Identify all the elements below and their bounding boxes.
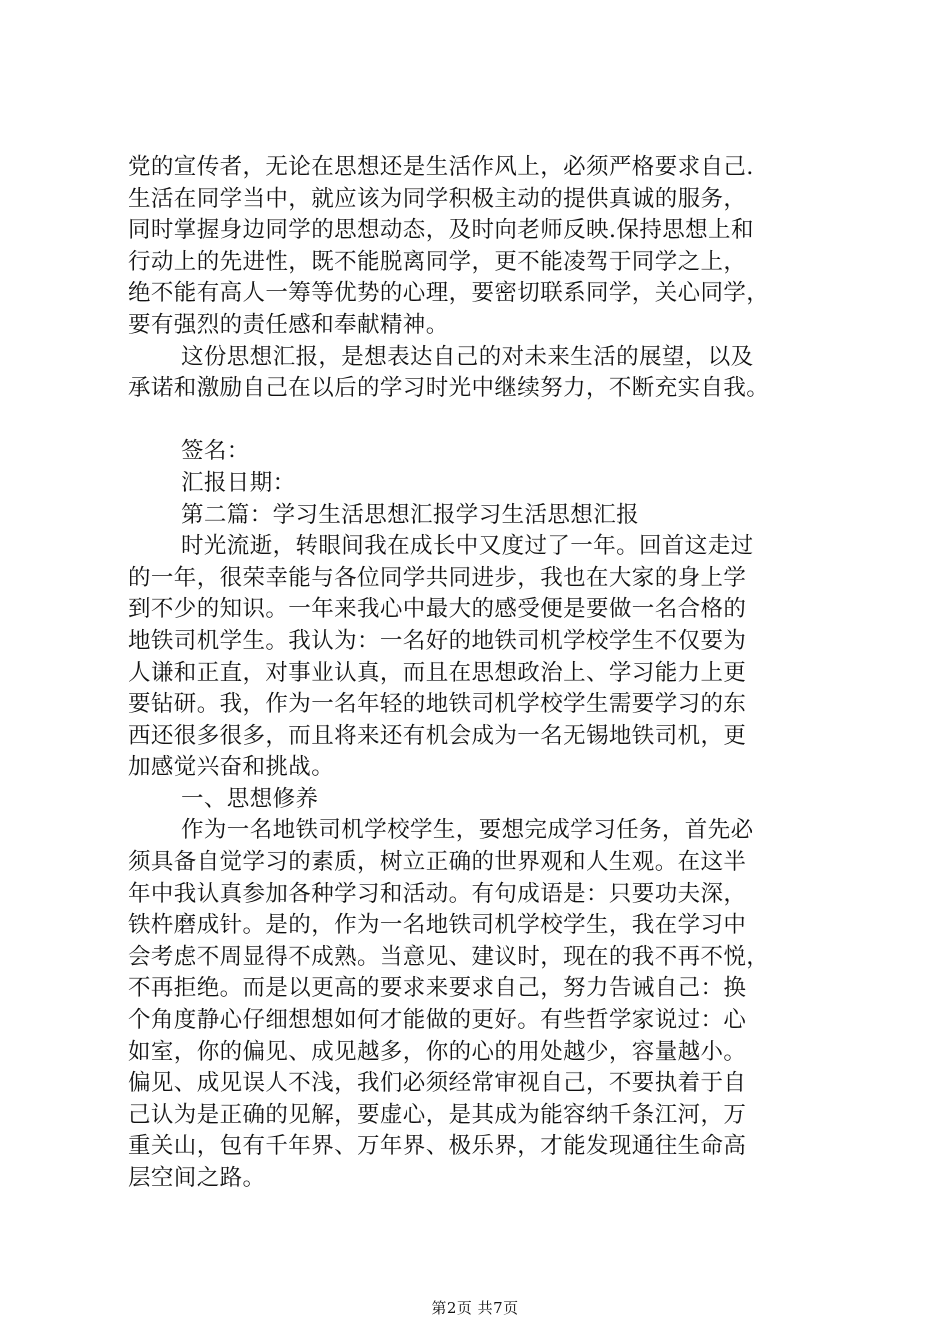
report-date-label: 汇报日期： [181, 469, 296, 496]
text-line: 须具备自觉学习的素质，树立正确的世界观和人生观。在这半 [128, 849, 747, 876]
signature-label: 签名： [181, 438, 250, 465]
text-line: 地铁司机学生。我认为：一名好的地铁司机学校学生不仅要为 [128, 627, 747, 654]
text-line: 要有强烈的责任感和奉献精神。 [128, 311, 449, 338]
text-line: 人谦和正直，对事业认真，而且在思想政治上、学习能力上更 [128, 659, 747, 686]
text-line: 个角度静心仔细想想如何才能做的更好。有些哲学家说过：心 [128, 1007, 747, 1034]
text-line: 不再拒绝。而是以更高的要求来要求自己，努力告诫自己：换 [128, 975, 747, 1002]
text-line: 的一年，很荣幸能与各位同学共同进步，我也在大家的身上学 [128, 564, 747, 591]
text-line: 铁杵磨成针。是的，作为一名地铁司机学校学生，我在学习中 [128, 912, 747, 939]
text-line: 层空间之路。 [128, 1165, 266, 1191]
text-line: 会考虑不周显得不成熟。当意见、建议时，现在的我不再不悦， [128, 943, 770, 970]
section-heading: 第二篇：学习生活思想汇报学习生活思想汇报 [181, 501, 640, 528]
text-line: 加感觉兴奋和挑战。 [128, 754, 335, 781]
page-number-footer: 第2页 共7页 [431, 1299, 519, 1317]
blank-line [128, 405, 828, 437]
text-line: 生活在同学当中，就应该为同学积极主动的提供真诚的服务， [128, 185, 747, 212]
text-line: 如室，你的偏见、成见越多，你的心的用处越少，容量越小。 [128, 1038, 747, 1065]
text-line: 年中我认真参加各种学习和活动。有句成语是：只要功夫深， [128, 880, 747, 907]
text-line: 己认为是正确的见解，要虚心，是其成为能容纳千条江河，万 [128, 1101, 747, 1128]
subsection-heading: 一、思想修养 [181, 785, 319, 812]
text-line: 要钻研。我，作为一名年轻的地铁司机学校学生需要学习的东 [128, 691, 747, 718]
text-line: 重关山，包有千年界、万年界、极乐界，才能发现通往生命高 [128, 1133, 747, 1160]
text-line: 党的宣传者，无论在思想还是生活作风上，必须严格要求自己. [128, 154, 754, 180]
text-line: 绝不能有高人一筹等优势的心理，要密切联系同学，关心同学， [128, 280, 770, 307]
text-line: 承诺和激励自己在以后的学习时光中继续努力，不断充实自我。 [128, 375, 770, 402]
text-line: 行动上的先进性，既不能脱离同学，更不能凌驾于同学之上， [128, 248, 747, 275]
paragraph-start-line: 时光流逝，转眼间我在成长中又度过了一年。回首这走过 [181, 533, 754, 560]
paragraph-start-line: 这份思想汇报，是想表达自己的对未来生活的展望，以及 [181, 343, 754, 370]
text-line: 西还很多很多，而且将来还有机会成为一名无锡地铁司机，更 [128, 722, 747, 749]
document-body [128, 152, 828, 1195]
text-line: 偏见、成见误人不浅，我们必须经常审视自己，不要执着于自 [128, 1070, 747, 1097]
paragraph-start-line: 作为一名地铁司机学校学生，要想完成学习任务，首先必 [181, 817, 754, 844]
text-line: 同时掌握身边同学的思想动态，及时向老师反映.保持思想上和 [128, 217, 754, 244]
text-line: 到不少的知识。一年来我心中最大的感受便是要做一名合格的 [128, 596, 747, 623]
